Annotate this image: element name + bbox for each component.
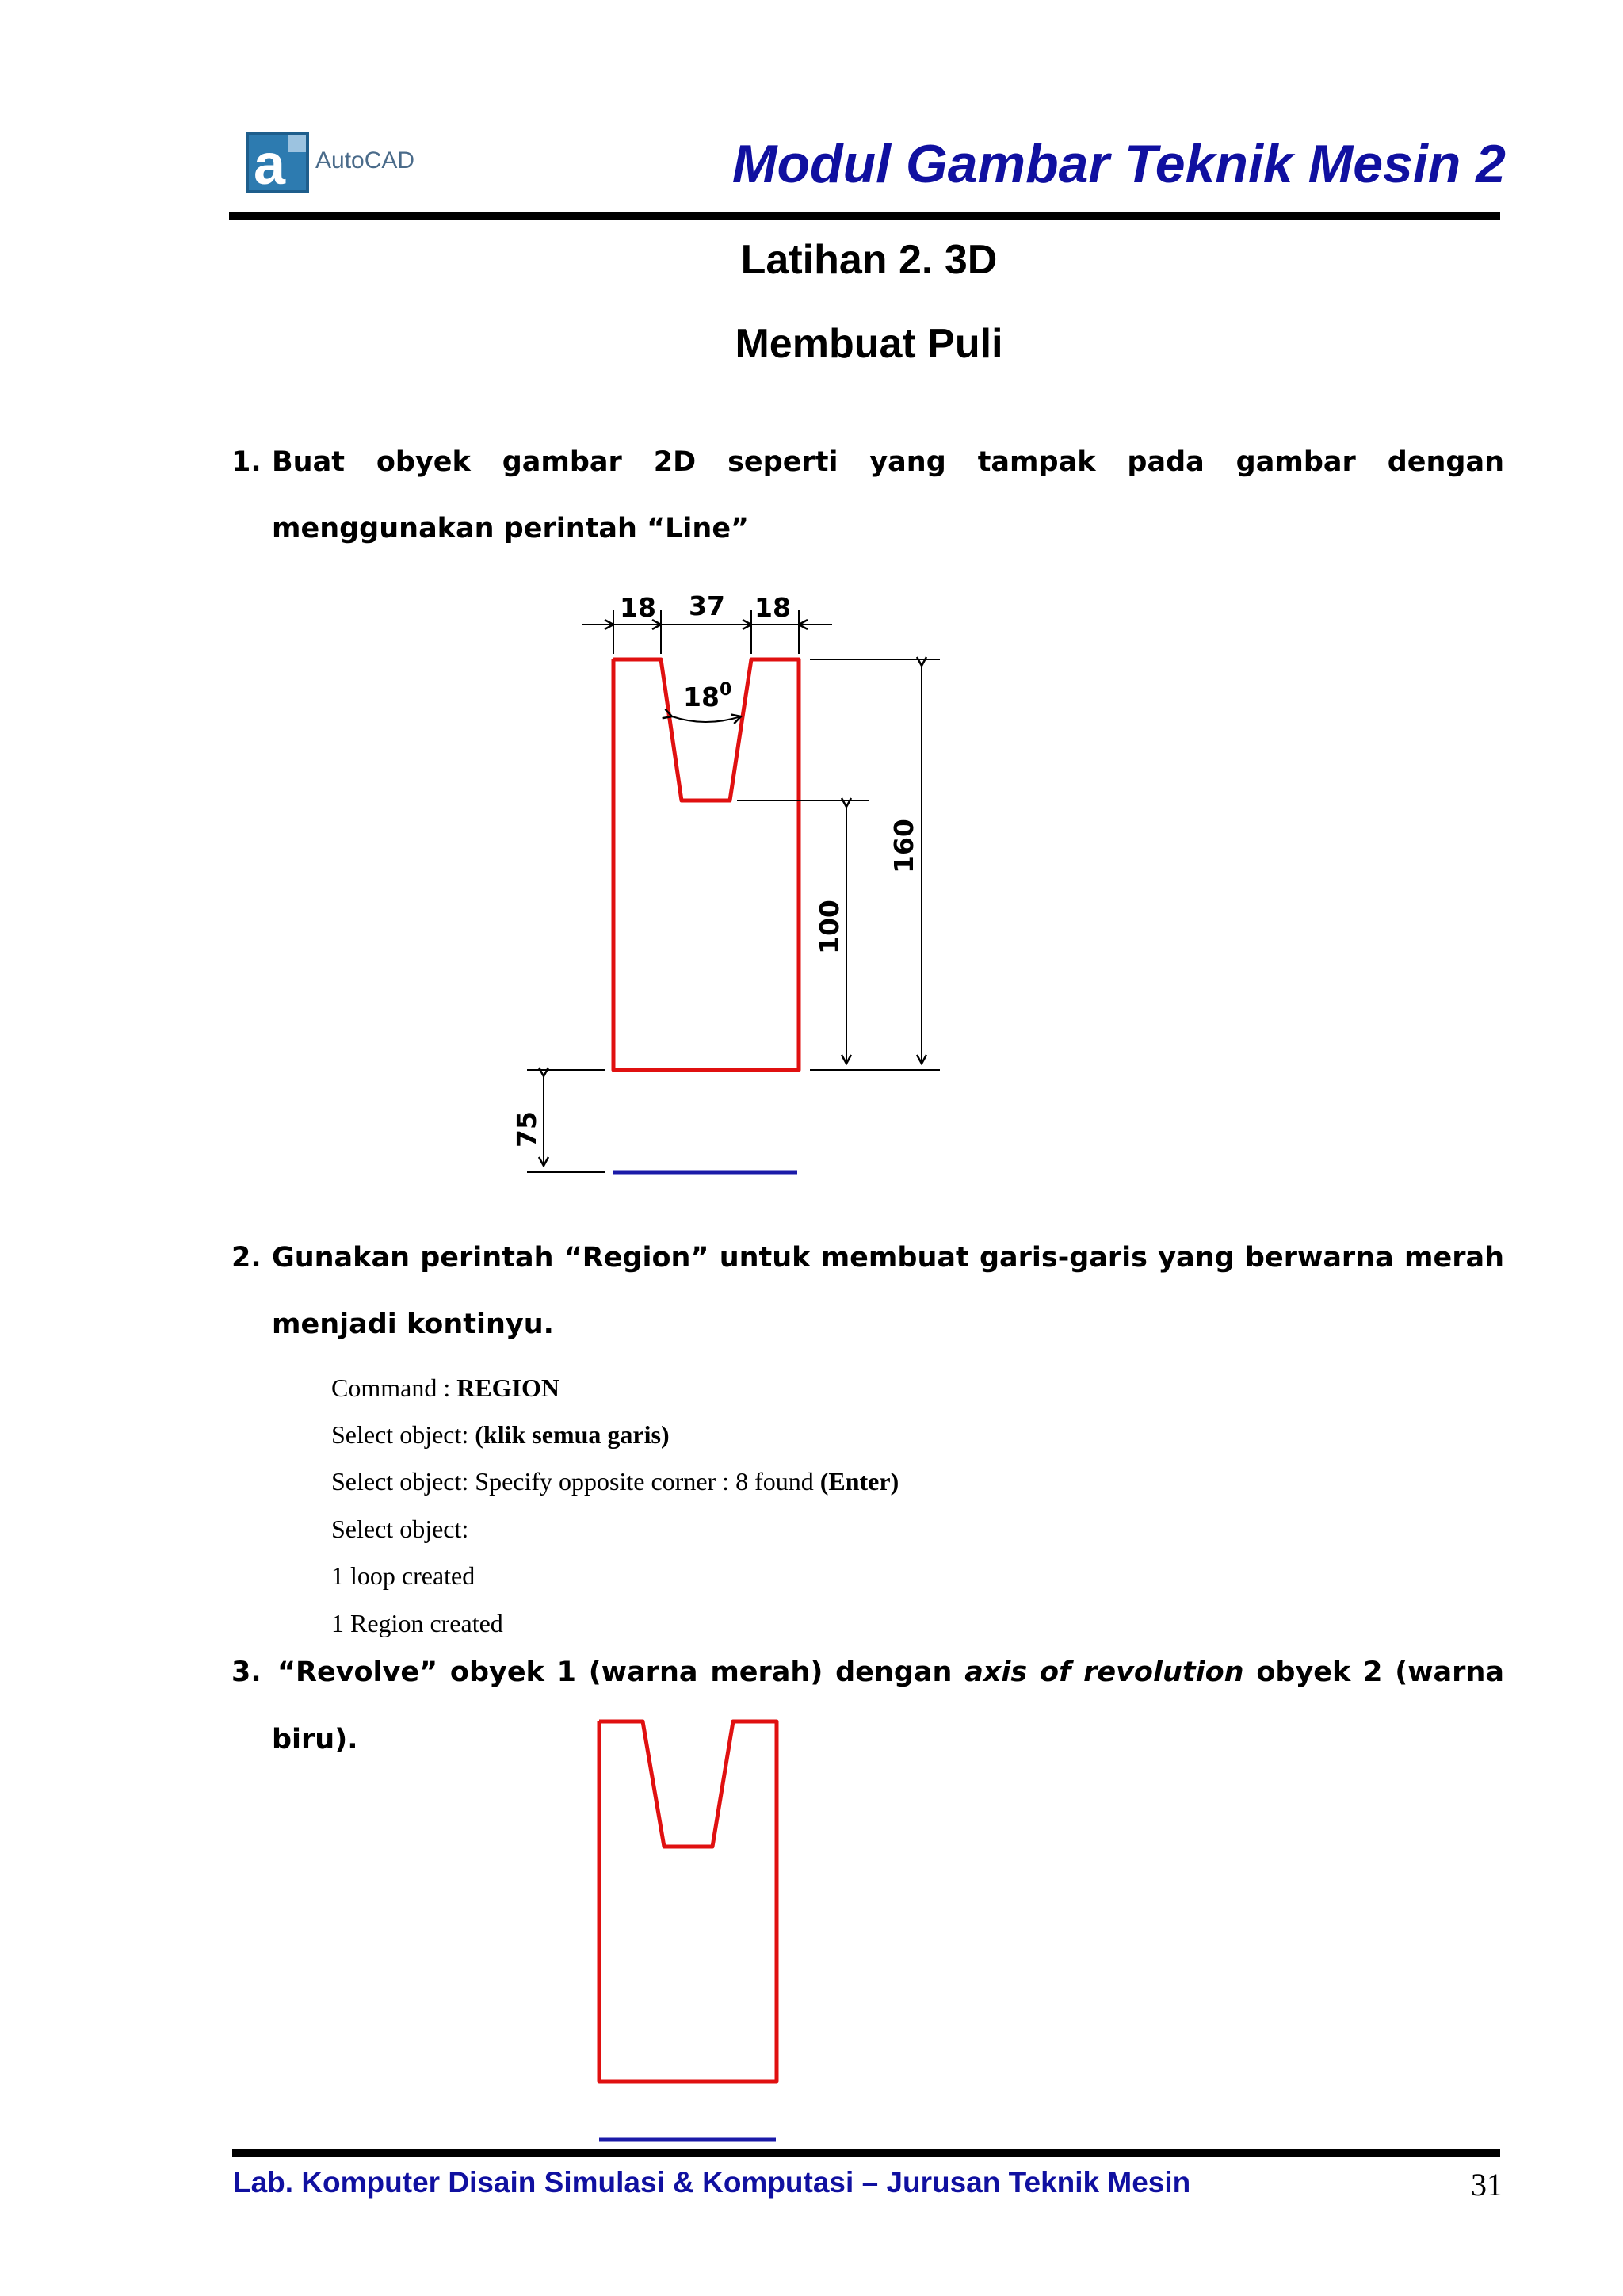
dim-top-left: 18	[620, 592, 656, 623]
step-2-number: 2.	[231, 1242, 262, 1274]
command-line-5: 1 loop created	[331, 1561, 475, 1590]
svg-text:a: a	[254, 133, 286, 193]
profile-outline-2	[599, 1721, 777, 2081]
dim-160: 160	[888, 819, 919, 873]
profile-outline	[613, 659, 799, 1070]
dim-75: 75	[511, 1111, 542, 1148]
step-1-text-cont: menggunakan perintah “Line”	[272, 513, 750, 544]
command-line-4: Select object:	[331, 1515, 469, 1543]
step-2-text: Gunakan perintah “Region” untuk membuat garis-garis yang berwarna merah	[272, 1242, 1504, 1274]
pulley-profile-drawing	[475, 579, 967, 1197]
step-3-text: “Revolve” obyek 1 (warna merah) dengan axis of revolution obyek 2 (warna	[277, 1656, 1504, 1688]
dim-top-right: 18	[754, 592, 791, 623]
command-line-2: Select object: (klik semua garis)	[331, 1420, 670, 1449]
page-number: 31	[1471, 2167, 1503, 2202]
angle-value: $18^0$	[683, 680, 732, 712]
step-2-text-cont: menjadi kontinyu.	[272, 1308, 554, 1340]
step-3-number: 3.	[231, 1656, 262, 1688]
footer-lab: Lab. Komputer Disain Simulasi & Komputasi – Jurusan Teknik Mesin	[233, 2166, 1191, 2199]
dim-top-mid: 37	[689, 590, 725, 621]
footer-rule	[232, 2149, 1500, 2157]
command-line-6: 1 Region created	[331, 1609, 503, 1637]
step-1-number: 1.	[231, 446, 262, 478]
step-1-text: Buat obyek gambar 2D seperti yang tampak pada gambar dengan	[272, 446, 1504, 478]
module-title: Modul Gambar Teknik Mesin 2	[731, 134, 1506, 194]
dim-100: 100	[814, 900, 845, 954]
header-rule	[229, 212, 1500, 220]
logo-text: AutoCAD	[315, 147, 415, 174]
command-line-3: Select object: Specify opposite corner : 8 found (Enter)	[331, 1467, 899, 1496]
section-subtitle: Membuat Puli	[735, 321, 1003, 367]
step-3-text-cont: biru).	[272, 1724, 358, 1755]
section-title: Latihan 2. 3D	[740, 237, 998, 283]
autocad-logo-icon	[246, 132, 309, 193]
command-line-1: Command : REGION	[331, 1373, 560, 1402]
revolve-drawing	[586, 1712, 792, 2156]
